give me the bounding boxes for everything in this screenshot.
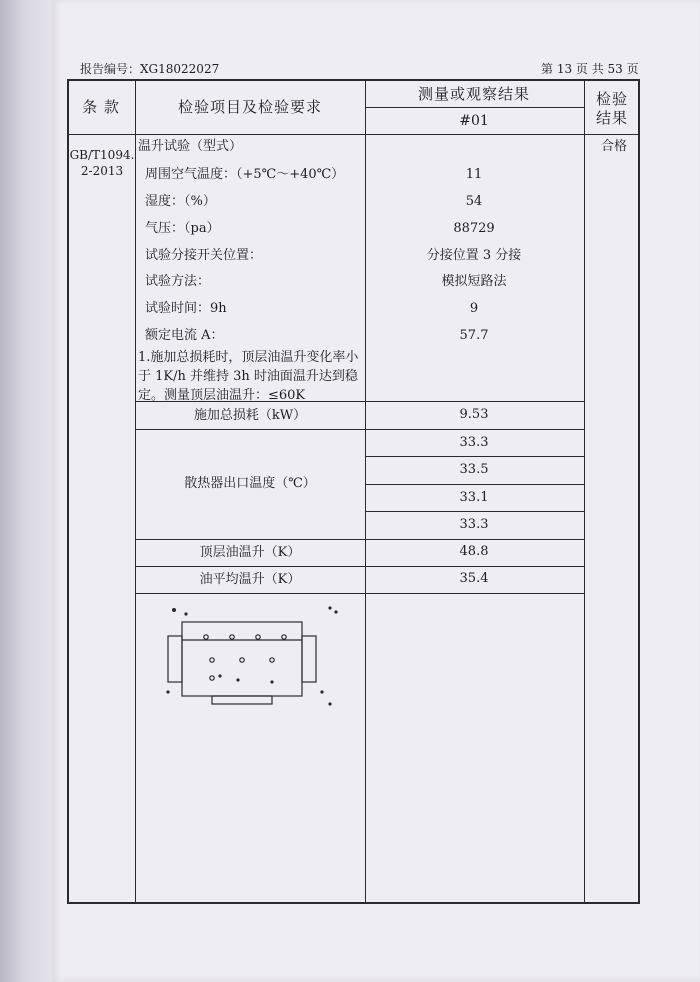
- col-header-result: 检验结果: [595, 90, 628, 127]
- col-divider-item: [365, 80, 366, 902]
- ambient-temp-label: 周围空气温度：（+5℃～+40℃）: [145, 167, 345, 182]
- header-subline: [365, 107, 584, 108]
- tank-outline: [182, 622, 302, 696]
- row-line: [365, 456, 584, 457]
- radiator-right: [302, 636, 316, 682]
- report-number: 报告编号：XG18022027: [80, 62, 220, 76]
- avg-oil-rise-value: 35.4: [459, 571, 489, 586]
- row-line: [135, 539, 584, 540]
- radiator-value-1: 33.3: [459, 435, 489, 450]
- inspection-result: 合格: [600, 139, 628, 154]
- header-bottom-line: [68, 134, 639, 135]
- col-header-measure: 测量或观察结果: [417, 85, 531, 103]
- page-info: 第 13 页 共 53 页: [541, 62, 639, 76]
- base-rail: [212, 696, 272, 704]
- row-line: [135, 429, 584, 430]
- transformer-layout-diagram: [160, 600, 360, 710]
- col-header-clause: 条 款: [82, 98, 120, 116]
- book-spine: [0, 0, 52, 982]
- row-line: [135, 566, 584, 567]
- radiator-left: [168, 636, 182, 682]
- pressure-value: 88729: [453, 221, 495, 236]
- humidity-value: 54: [465, 194, 483, 209]
- col-header-sample: #01: [459, 113, 489, 129]
- total-loss-value: 9.53: [459, 407, 489, 422]
- radiator-value-3: 33.1: [459, 490, 489, 505]
- radiator-value-2: 33.5: [459, 462, 489, 477]
- rated-current-label: 额定电流 A：: [145, 328, 224, 343]
- humidity-label: 湿度：（%）: [145, 194, 216, 209]
- col-divider-clause: [135, 80, 136, 902]
- tap-position-value: 分接位置 3 分接: [426, 248, 522, 263]
- total-loss-label: 施加总损耗（kW）: [193, 408, 307, 423]
- pressure-label: 气压：（pa）: [145, 221, 220, 236]
- row-line: [135, 593, 584, 594]
- test-time-value: 9: [469, 301, 479, 316]
- standard-clause-line2: 2-2013: [80, 164, 124, 178]
- stability-note: 1.施加总损耗时，顶层油温升变化率小于 1K/h 并维持 3h 时油面温升达到稳定。测量顶层油温升：≤60K: [138, 350, 359, 403]
- standard-clause-line1: GB/T1094.: [69, 148, 135, 162]
- top-oil-rise-value: 48.8: [459, 544, 489, 559]
- rated-current-value: 57.7: [459, 328, 489, 343]
- row-line: [365, 511, 584, 512]
- row-line: [365, 484, 584, 485]
- ambient-temp-value: 11: [465, 167, 483, 182]
- col-header-item: 检验项目及检验要求: [177, 98, 323, 116]
- avg-oil-rise-label: 油平均温升（K）: [199, 572, 301, 587]
- top-oil-rise-label: 顶层油温升（K）: [199, 545, 301, 560]
- test-method-label: 试验方法：: [145, 274, 211, 289]
- test-method-value: 模拟短路法: [441, 274, 507, 289]
- tap-position-label: 试验分接开关位置：: [145, 248, 263, 263]
- test-time-label: 试验时间：9h: [145, 301, 227, 316]
- radiator-outlet-label: 散热器出口温度（℃）: [184, 476, 316, 491]
- radiator-value-4: 33.3: [459, 517, 489, 532]
- col-divider-result: [584, 80, 585, 902]
- test-title: 温升试验（型式）: [138, 139, 243, 154]
